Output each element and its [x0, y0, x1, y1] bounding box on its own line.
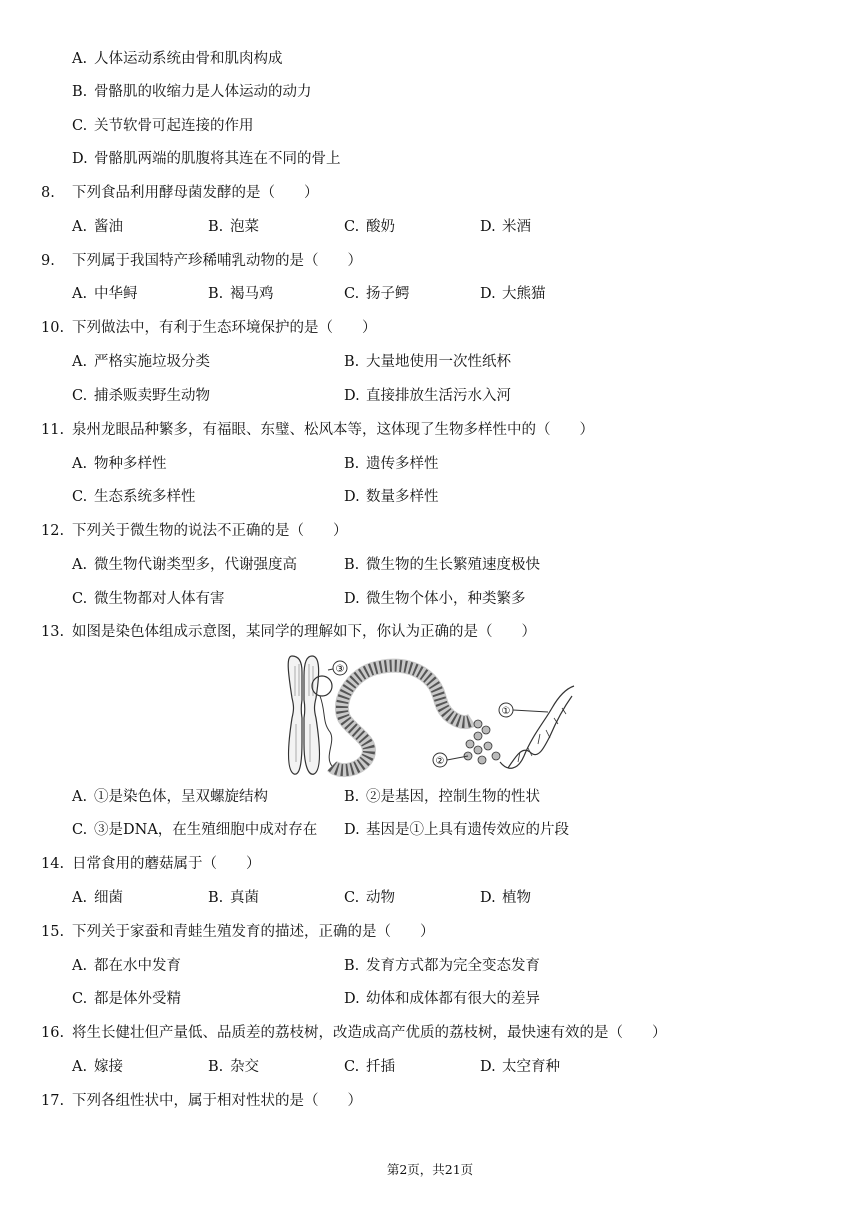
q16-option-a: A. 嫁接: [72, 1059, 123, 1075]
q8-option-a: A. 酱油: [72, 219, 123, 235]
q12-option-d: D. 微生物个体小，种类繁多: [344, 591, 526, 607]
q15-option-c: C. 都是体外受精: [72, 991, 181, 1007]
q11-stem: 泉州龙眼品种繁多，有福眼、东璧、松风本等，这体现了生物多样性中的（ ）: [72, 422, 594, 438]
q7-option-a: A. 人体运动系统由骨和肌肉构成: [72, 51, 283, 67]
q13-option-c: C. ③是DNA，在生殖细胞中成对存在: [72, 822, 318, 838]
q10-option-d: D. 直接排放生活污水入河: [344, 388, 511, 404]
q9-option-c: C. 扬子鳄: [344, 286, 410, 302]
q16-number: 16.: [41, 1025, 65, 1041]
page-footer: 第2页，共21页: [386, 1162, 474, 1177]
q11-option-b: B. 遗传多样性: [344, 456, 439, 472]
q10-number: 10.: [41, 320, 65, 336]
q12-stem: 下列关于微生物的说法不正确的是（ ）: [72, 523, 348, 539]
figure-label-2: ②: [435, 756, 445, 767]
q11-option-c: C. 生态系统多样性: [72, 489, 196, 505]
q14-option-a: A. 细菌: [72, 890, 123, 906]
q16-option-b: B. 杂交: [208, 1059, 259, 1075]
q15-option-b: B. 发育方式都为完全变态发育: [344, 958, 540, 974]
q9-number: 9.: [41, 253, 55, 269]
q17-stem: 下列各组性状中，属于相对性状的是（ ）: [72, 1093, 362, 1109]
q13-stem: 如图是染色体组成示意图，某同学的理解如下，你认为正确的是（ ）: [72, 624, 536, 640]
q12-option-b: B. 微生物的生长繁殖速度极快: [344, 557, 540, 573]
q9-option-d: D. 大熊猫: [480, 286, 546, 302]
q14-number: 14.: [41, 856, 65, 872]
q13-option-b: B. ②是基因，控制生物的性状: [344, 789, 540, 805]
q15-stem: 下列关于家蚕和青蛙生殖发育的描述，正确的是（ ）: [72, 924, 435, 940]
q9-stem: 下列属于我国特产珍稀哺乳动物的是（ ）: [72, 253, 362, 269]
q16-stem: 将生长健壮但产量低、品质差的荔枝树，改造成高产优质的荔枝树，最快速有效的是（ ）: [72, 1025, 667, 1041]
q14-option-b: B. 真菌: [208, 890, 259, 906]
q8-option-c: C. 酸奶: [344, 219, 395, 235]
q8-stem: 下列食品利用酵母菌发酵的是（ ）: [72, 185, 319, 201]
q8-option-d: D. 米酒: [480, 219, 531, 235]
q8-option-b: B. 泡菜: [208, 219, 259, 235]
q12-number: 12.: [41, 523, 65, 539]
q9-option-b: B. 褐马鸡: [208, 286, 274, 302]
dna-helix: [500, 686, 574, 768]
q9-option-a: A. 中华鲟: [72, 286, 138, 302]
q13-number: 13.: [41, 624, 65, 640]
q11-option-d: D. 数量多样性: [344, 489, 439, 505]
q7-option-c: C. 关节软骨可起连接的作用: [72, 118, 254, 134]
q10-stem: 下列做法中，有利于生态环境保护的是（ ）: [72, 320, 377, 336]
q12-option-c: C. 微生物都对人体有害: [72, 591, 225, 607]
figure-label-3: ③: [335, 664, 345, 675]
chromosome-diagram: [282, 652, 578, 780]
q15-option-d: D. 幼体和成体都有很大的差异: [344, 991, 540, 1007]
coiled-fiber: [332, 666, 472, 770]
chromosome-shape: [288, 656, 319, 774]
q13-option-d: D. 基因是①上具有遗传效应的片段: [344, 822, 569, 838]
q14-option-d: D. 植物: [480, 890, 531, 906]
q10-option-c: C. 捕杀贩卖野生动物: [72, 388, 210, 404]
q12-option-a: A. 微生物代谢类型多，代谢强度高: [72, 557, 297, 573]
q10-option-b: B. 大量地使用一次性纸杯: [344, 354, 511, 370]
q15-number: 15.: [41, 924, 65, 940]
q17-number: 17.: [41, 1093, 65, 1109]
q14-stem: 日常食用的蘑菇属于（ ）: [72, 856, 261, 872]
q11-option-a: A. 物种多样性: [72, 456, 167, 472]
q16-option-c: C. 扦插: [344, 1059, 395, 1075]
q8-number: 8.: [41, 185, 55, 201]
q11-number: 11.: [41, 422, 65, 438]
figure-label-1: ①: [501, 706, 511, 717]
q13-option-a: A. ①是染色体，呈双螺旋结构: [72, 789, 268, 805]
q16-option-d: D. 太空育种: [480, 1059, 560, 1075]
q7-option-b: B. 骨骼肌的收缩力是人体运动的动力: [72, 84, 312, 100]
q14-option-c: C. 动物: [344, 890, 395, 906]
q7-option-d: D. 骨骼肌两端的肌腹将其连在不同的骨上: [72, 151, 341, 167]
q10-option-a: A. 严格实施垃圾分类: [72, 354, 210, 370]
q15-option-a: A. 都在水中发育: [72, 958, 181, 974]
